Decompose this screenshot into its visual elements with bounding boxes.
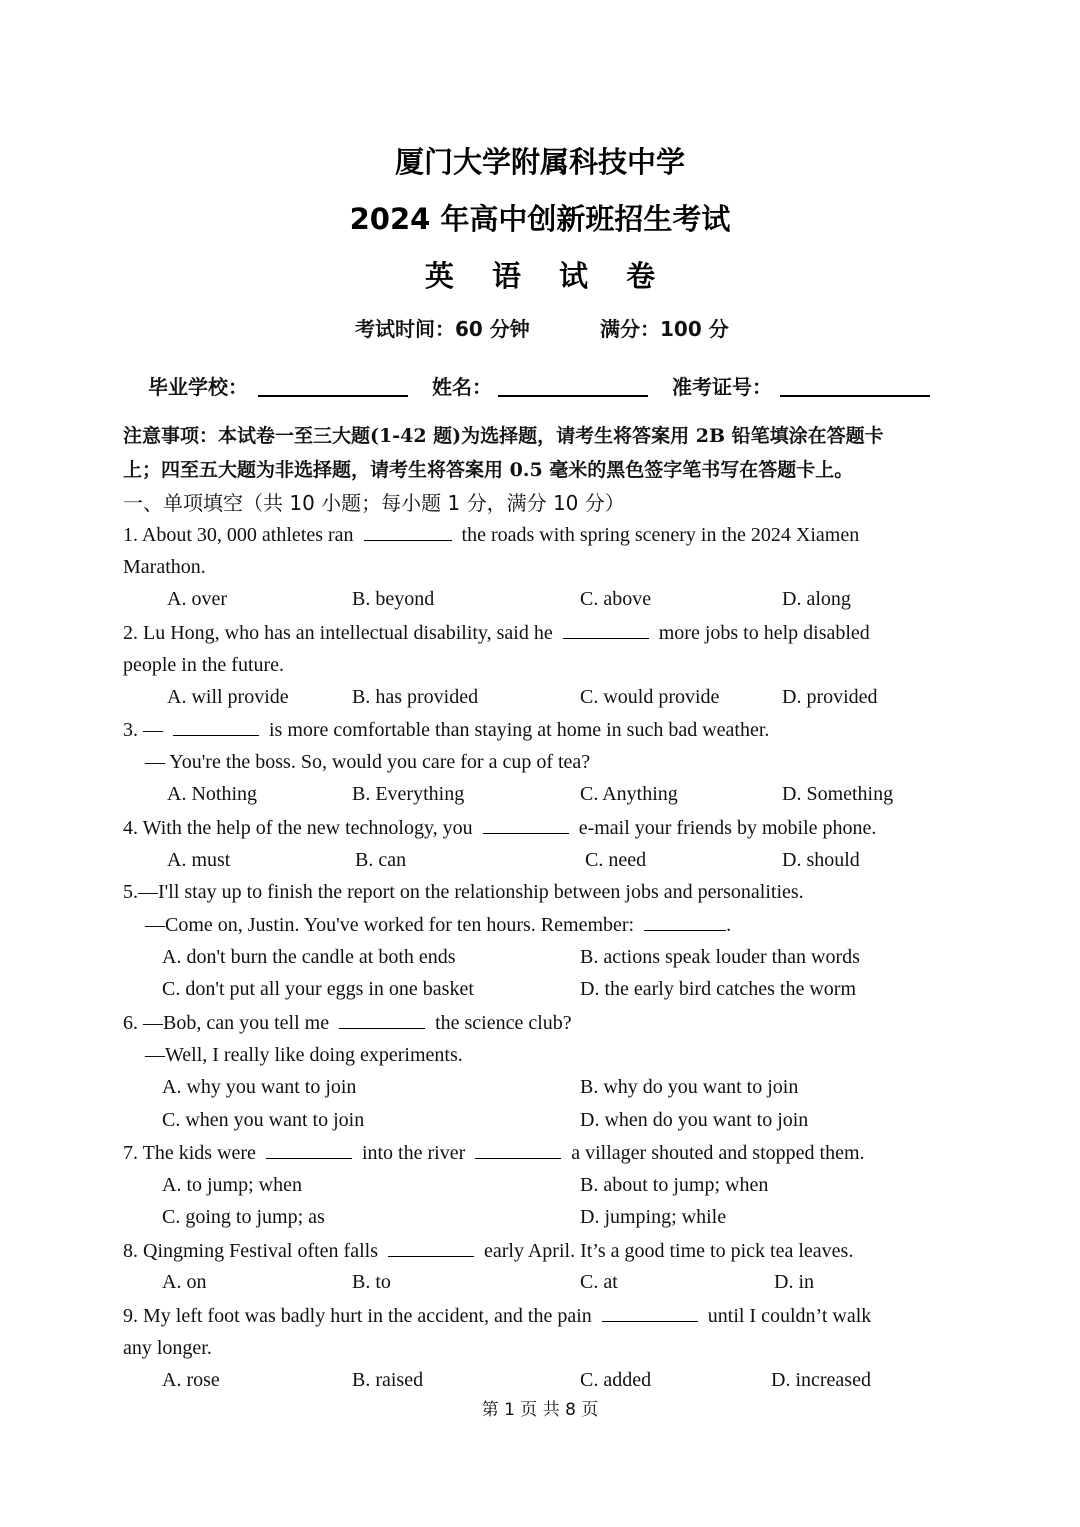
q2-option-d: D. provided bbox=[782, 686, 878, 708]
question-3: 3. — is more comfortable than staying at home in such bad weather. bbox=[123, 719, 770, 741]
q4-option-a: A. must bbox=[167, 849, 231, 871]
q7-option-b: B. about to jump; when bbox=[580, 1174, 769, 1196]
q9-option-c: C. added bbox=[580, 1369, 652, 1391]
q5-option-b: B. actions speak louder than words bbox=[580, 946, 860, 968]
q7-option-d: D. jumping; while bbox=[580, 1206, 727, 1228]
question-9: 9. My left foot was badly hurt in the accident, and the pain until I couldn’t walk bbox=[123, 1305, 872, 1327]
q3-option-b: B. Everything bbox=[352, 783, 465, 805]
q2-option-c: C. would provide bbox=[580, 686, 720, 708]
id-blank bbox=[780, 395, 930, 397]
name-label: 姓名： bbox=[432, 375, 492, 399]
notice-line-2: 上；四至五大题为非选择题，请考生将答案用 0.5 毫米的黑色签字笔书写在答题卡上。 bbox=[123, 459, 854, 481]
section-title: 一、单项填空（共 10 小题；每小题 1 分，满分 10 分） bbox=[123, 491, 625, 515]
question-1-cont: Marathon. bbox=[123, 556, 206, 578]
q8-option-c: C. at bbox=[580, 1271, 618, 1293]
q8-option-d: D. in bbox=[774, 1271, 814, 1293]
q2-option-b: B. has provided bbox=[352, 686, 479, 708]
q3-option-a: A. Nothing bbox=[167, 783, 257, 805]
q6-option-d: D. when do you want to join bbox=[580, 1109, 809, 1131]
q5-option-a: A. don't burn the candle at both ends bbox=[162, 946, 456, 968]
q6-option-b: B. why do you want to join bbox=[580, 1076, 799, 1098]
q4-option-c: C. need bbox=[585, 849, 647, 871]
full-score: 满分：100 分 bbox=[600, 317, 729, 341]
q2-option-a: A. will provide bbox=[167, 686, 289, 708]
notice-line-1: 注意事项：本试卷一至三大题(1-42 题)为选择题，请考生将答案用 2B 铅笔填涂在答题卡 bbox=[123, 425, 884, 447]
q9-option-a: A. rose bbox=[162, 1369, 220, 1391]
question-8: 8. Qingming Festival often falls early April. It’s a good time to pick tea leaves. bbox=[123, 1240, 854, 1262]
q5-option-d: D. the early bird catches the worm bbox=[580, 978, 857, 1000]
question-7: 7. The kids were into the river a villager shouted and stopped them. bbox=[123, 1142, 865, 1164]
question-5-reply: —Come on, Justin. You've worked for ten hours. Remember: . bbox=[145, 914, 732, 936]
id-label: 准考证号： bbox=[672, 375, 772, 399]
q6-option-a: A. why you want to join bbox=[162, 1076, 357, 1098]
q3-option-d: D. Something bbox=[782, 783, 894, 805]
q9-option-d: D. increased bbox=[771, 1369, 871, 1391]
question-2-cont: people in the future. bbox=[123, 654, 285, 676]
q5-option-c: C. don't put all your eggs in one basket bbox=[162, 978, 474, 1000]
question-2: 2. Lu Hong, who has an intellectual disability, said he more jobs to help disabled bbox=[123, 622, 870, 644]
q1-option-c: C. above bbox=[580, 588, 652, 610]
question-5: 5.—I'll stay up to finish the report on the relationship between jobs and personalities. bbox=[123, 881, 804, 903]
q7-option-c: C. going to jump; as bbox=[162, 1206, 325, 1228]
school-blank bbox=[258, 395, 408, 397]
school-title: 厦门大学附属科技中学 bbox=[394, 145, 685, 179]
exam-time: 考试时间：60 分钟 bbox=[355, 317, 530, 341]
q1-option-d: D. along bbox=[782, 588, 851, 610]
question-3-reply: — You're the boss. So, would you care for a cup of tea? bbox=[145, 751, 591, 773]
q1-option-a: A. over bbox=[167, 588, 227, 610]
q1-option-b: B. beyond bbox=[352, 588, 435, 610]
q3-option-c: C. Anything bbox=[580, 783, 678, 805]
q9-option-b: B. raised bbox=[352, 1369, 424, 1391]
question-1: 1. About 30, 000 athletes ran the roads with spring scenery in the 2024 Xiamen bbox=[123, 524, 860, 546]
q7-option-a: A. to jump; when bbox=[162, 1174, 302, 1196]
page-footer: 第 1 页 共 8 页 bbox=[481, 1400, 599, 1420]
q6-option-c: C. when you want to join bbox=[162, 1109, 365, 1131]
question-6: 6. —Bob, can you tell me the science club? bbox=[123, 1012, 572, 1034]
name-blank bbox=[498, 395, 648, 397]
question-9-cont: any longer. bbox=[123, 1337, 212, 1359]
q8-option-b: B. to bbox=[352, 1271, 391, 1293]
q4-option-d: D. should bbox=[782, 849, 860, 871]
subject-title: 英 语 试 卷 bbox=[424, 259, 670, 293]
school-label: 毕业学校： bbox=[148, 375, 248, 399]
question-6-reply: —Well, I really like doing experiments. bbox=[145, 1044, 463, 1066]
question-4: 4. With the help of the new technology, you e-mail your friends by mobile phone. bbox=[123, 817, 877, 839]
q4-option-b: B. can bbox=[355, 849, 407, 871]
q8-option-a: A. on bbox=[162, 1271, 207, 1293]
exam-title: 2024 年高中创新班招生考试 bbox=[349, 202, 731, 236]
